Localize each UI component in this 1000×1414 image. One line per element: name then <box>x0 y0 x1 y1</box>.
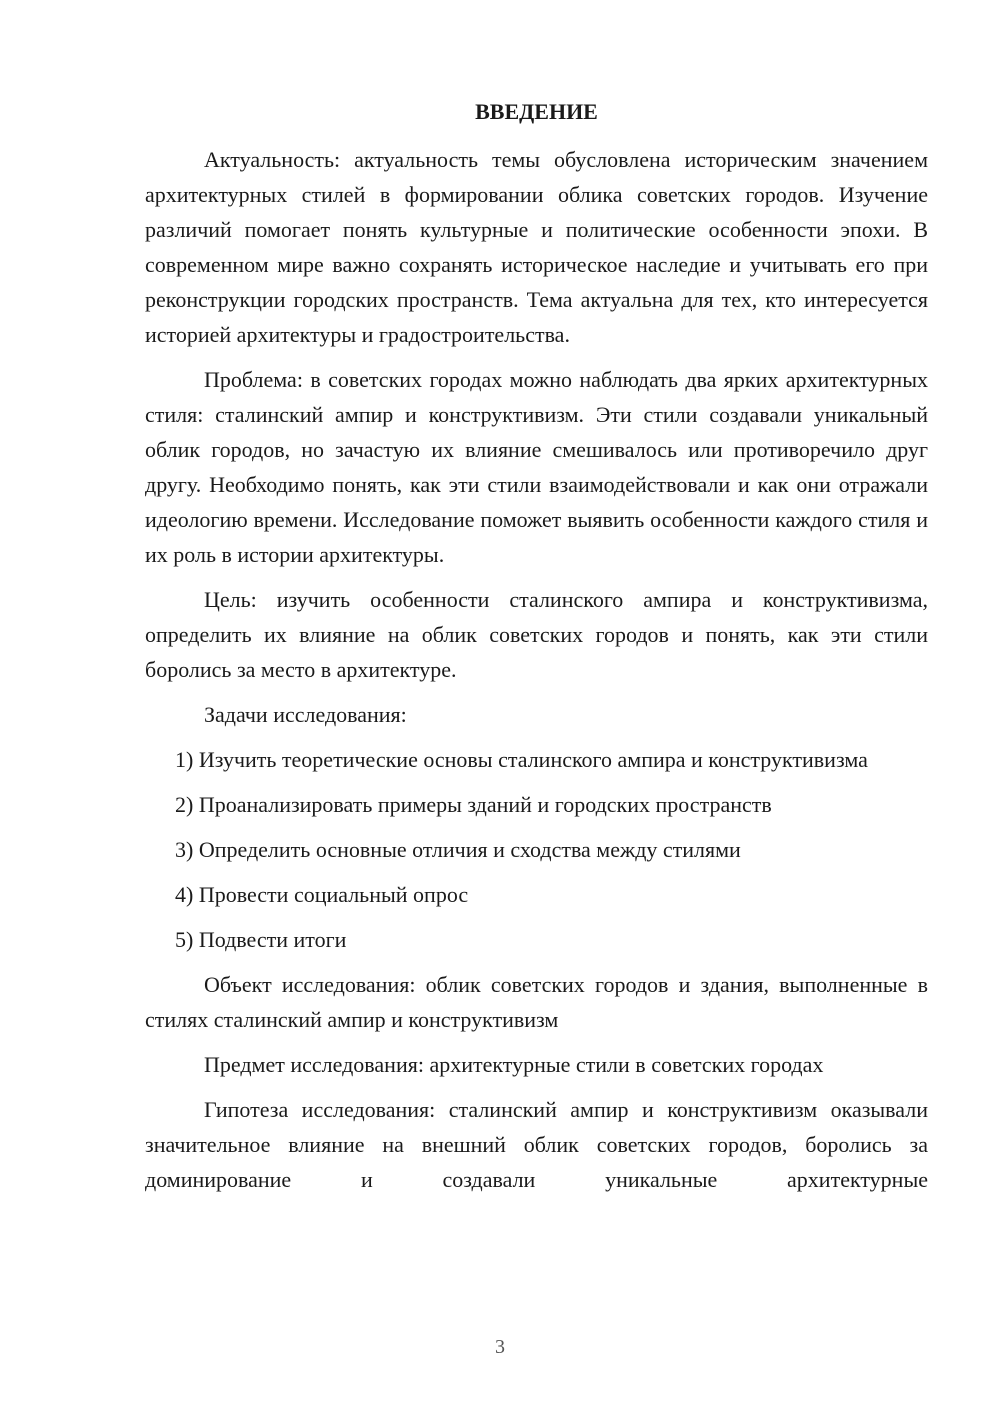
tasks-heading: Задачи исследования: <box>204 702 407 727</box>
paragraph-relevance: Актуальность: актуальность темы обусловлена историческим значением архитектурных стилей в формировании облика советских городов. Изучение различий помогает понять культурные и политические особенности эпохи. В современном мире важно сохранять историческое наследие и учитывать его при реконструкции городских пространств. Тема актуальна для тех, кто интересуется историей архитектуры и градостроительства. <box>145 147 928 347</box>
task-item-5: 5) Подвести итоги <box>175 927 347 952</box>
paragraph-goal: Цель: изучить особенности сталинского ампира и конструктивизма, определить их влияние на облик советских городов и понять, как эти стили боролись за место в архитектуре. <box>145 587 928 682</box>
task-item-3: 3) Определить основные отличия и сходства между стилями <box>175 837 741 862</box>
paragraph-subject: Предмет исследования: архитектурные стили в советских городах <box>204 1052 824 1077</box>
task-item-1: 1) Изучить теоретические основы сталинского ампира и конструктивизма <box>175 747 868 772</box>
paragraph-hypothesis: Гипотеза исследования: сталинский ампир и конструктивизм оказывали значительное влияние на внешний облик советских городов, боролись за доминирование и создавали уникальные архитектурные <box>145 1097 928 1192</box>
page-title: ВВЕДЕНИЕ <box>475 99 598 124</box>
page-number: 3 <box>495 1336 505 1358</box>
paragraph-problem: Проблема: в советских городах можно наблюдать два ярких архитектурных стиля: сталинский ампир и конструктивизм. Эти стили создавали уникальный облик городов, но зачастую их влияние смешивалось или противоречило друг другу. Необходимо понять, как эти стили взаимодействовали и как они отражали идеологию времени. Исследование поможет выявить особенности каждого стиля и их роль в истории архитектуры. <box>145 367 928 567</box>
task-item-2: 2) Проанализировать примеры зданий и городских пространств <box>175 792 772 817</box>
document-body <box>145 142 928 1197</box>
paragraph-object: Объект исследования: облик советских городов и здания, выполненные в стилях сталинский ампир и конструктивизм <box>145 972 928 1032</box>
task-item-4: 4) Провести социальный опрос <box>175 882 469 907</box>
